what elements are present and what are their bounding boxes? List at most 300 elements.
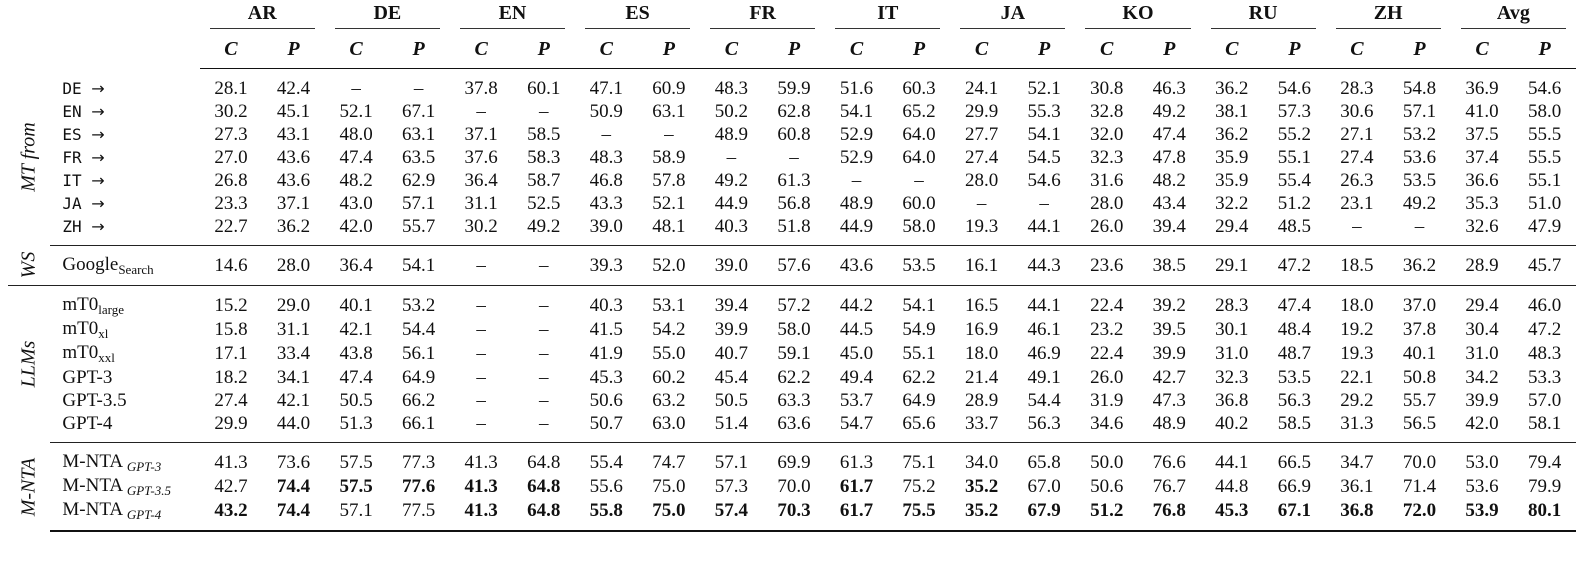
value-cell: 47.3 <box>1152 389 1186 411</box>
value-cell: 49.2 <box>1152 100 1186 122</box>
value-cell: 49.2 <box>1402 192 1437 214</box>
value-cell: 75.5 <box>888 499 951 531</box>
value-cell: 67.1 <box>1263 499 1326 531</box>
value-cell: 30.2 <box>214 100 248 122</box>
value-cell: 45.7 <box>1513 246 1576 286</box>
row-label <box>50 286 199 319</box>
value-cell: 29.2 <box>1340 389 1374 411</box>
value-cell: 42.1 <box>339 319 373 340</box>
value-cell: 48.3 <box>589 146 623 168</box>
value-cell: 37.5 <box>1465 123 1499 145</box>
value-cell: 27.4 <box>214 389 248 411</box>
metric-header-p: P <box>1263 30 1326 69</box>
value-cell: 39.0 <box>700 246 763 286</box>
value-cell: 76.6 <box>1152 452 1186 473</box>
row-label <box>50 246 199 286</box>
value-cell: 39.3 <box>575 246 638 286</box>
value-cell: 57.1 <box>325 499 388 531</box>
value-cell: 15.8 <box>214 319 248 340</box>
value-cell: 49.1 <box>1027 366 1061 388</box>
value-cell: 51.4 <box>700 412 763 443</box>
row-label-subscript: GPT-4 <box>126 507 162 522</box>
value-cell: 55.4 <box>1277 169 1311 191</box>
value-cell: 27.0 <box>214 146 248 168</box>
group-label-cell <box>8 246 50 286</box>
value-cell: 22.7 <box>200 215 263 246</box>
value-cell: 55.1 <box>1528 169 1562 191</box>
value-cell: 50.9 <box>589 100 623 122</box>
value-cell: 35.9 <box>1215 169 1249 191</box>
value-cell: 60.8 <box>777 123 811 145</box>
value-cell: 75.2 <box>902 476 936 497</box>
value-cell: 39.0 <box>575 215 638 246</box>
value-cell: 58.0 <box>1528 100 1562 122</box>
table-row <box>8 475 1576 499</box>
value-cell: 60.2 <box>652 366 686 388</box>
value-cell: 56.3 <box>1277 389 1311 411</box>
table-row <box>8 192 1576 215</box>
value-cell: 40.7 <box>714 343 748 364</box>
value-cell: 67.1 <box>402 100 436 122</box>
value-cell: 34.1 <box>276 366 311 388</box>
value-cell: 75.0 <box>638 499 701 531</box>
value-cell: 28.0 <box>262 246 325 286</box>
row-label <box>50 215 199 246</box>
value-cell: 79.9 <box>1528 476 1562 497</box>
value-cell: 63.6 <box>763 412 826 443</box>
row-label-text: M-NTA <box>62 499 123 520</box>
value-cell: 51.2 <box>1277 192 1311 214</box>
value-cell: – <box>476 343 486 364</box>
value-cell: 57.8 <box>652 169 686 191</box>
value-cell: – <box>476 389 486 411</box>
value-cell: 66.2 <box>402 389 436 411</box>
value-cell: 75.0 <box>652 476 686 497</box>
value-cell: 47.4 <box>1152 123 1186 145</box>
value-cell: 36.2 <box>1215 123 1249 145</box>
value-cell: 54.9 <box>902 319 936 340</box>
value-cell: 47.4 <box>339 366 373 388</box>
value-cell: 19.2 <box>1340 319 1374 340</box>
value-cell: 36.6 <box>1465 169 1499 191</box>
metric-header-p: P <box>262 30 325 69</box>
value-cell: 63.1 <box>402 123 436 145</box>
value-cell: 69.9 <box>777 452 811 473</box>
value-cell: 57.1 <box>714 452 748 473</box>
column-header-label: Avg <box>1461 2 1566 29</box>
value-cell: 21.4 <box>964 366 999 388</box>
value-cell: 66.9 <box>1277 476 1311 497</box>
value-cell: 26.0 <box>1075 215 1138 246</box>
value-cell: 18.2 <box>214 366 248 388</box>
value-cell: 54.5 <box>1027 146 1061 168</box>
value-cell: 42.0 <box>325 215 388 246</box>
value-cell: 34.0 <box>964 452 999 473</box>
value-cell: 44.9 <box>714 192 748 214</box>
value-cell: 61.7 <box>839 476 874 497</box>
table-body <box>8 69 1576 532</box>
value-cell: 49.2 <box>512 215 575 246</box>
header-corner-metric <box>8 30 200 69</box>
table-row <box>8 100 1576 123</box>
column-header-ja <box>950 0 1075 30</box>
value-cell: 77.5 <box>387 499 450 531</box>
metric-header-c: C <box>1326 30 1389 69</box>
value-cell: 50.7 <box>575 412 638 443</box>
value-cell: 48.9 <box>714 123 748 145</box>
value-cell: 64.0 <box>902 123 936 145</box>
value-cell: 56.1 <box>402 343 436 364</box>
value-cell: 39.9 <box>1465 389 1499 411</box>
value-cell: 39.4 <box>1138 215 1201 246</box>
value-cell: 54.8 <box>1402 77 1437 99</box>
metric-header-c: C <box>200 30 263 69</box>
value-cell: 44.5 <box>839 319 874 340</box>
metric-header-p: P <box>512 30 575 69</box>
value-cell: 39.2 <box>1152 295 1186 316</box>
metric-header-p: P <box>1513 30 1576 69</box>
value-cell: 70.0 <box>1402 452 1437 473</box>
value-cell: 64.8 <box>527 452 561 473</box>
value-cell: 65.8 <box>1027 452 1061 473</box>
table-row <box>8 286 1576 319</box>
value-cell: 32.3 <box>1215 366 1249 388</box>
row-label <box>50 499 199 531</box>
header-corner <box>8 0 200 30</box>
column-header-label: JA <box>960 2 1065 29</box>
value-cell: 50.5 <box>339 389 373 411</box>
value-cell: 79.4 <box>1528 452 1562 473</box>
value-cell: 57.5 <box>339 452 373 473</box>
column-header-fr <box>700 0 825 30</box>
value-cell: 32.8 <box>1090 100 1124 122</box>
value-cell: 65.2 <box>902 100 936 122</box>
value-cell: 64.9 <box>902 389 936 411</box>
value-cell: 48.1 <box>638 215 701 246</box>
value-cell: 31.1 <box>464 192 498 214</box>
value-cell: 28.0 <box>964 169 999 191</box>
value-cell: 61.3 <box>777 169 811 191</box>
group-label-cell <box>8 443 50 532</box>
arrow-icon: → <box>91 217 105 236</box>
value-cell: – <box>538 319 549 340</box>
value-cell: 47.1 <box>589 77 623 99</box>
value-cell: 29.1 <box>1201 246 1264 286</box>
table-row <box>8 69 1576 101</box>
value-cell: 51.6 <box>839 77 874 99</box>
value-cell: 44.0 <box>262 412 325 443</box>
value-cell: 45.4 <box>714 366 748 388</box>
value-cell: 34.2 <box>1465 366 1499 388</box>
value-cell: 27.1 <box>1340 123 1374 145</box>
value-cell: 55.4 <box>589 452 623 473</box>
value-cell: 22.4 <box>1090 295 1124 316</box>
value-cell: 57.2 <box>777 295 811 316</box>
value-cell: 39.9 <box>714 319 748 340</box>
value-cell: 48.0 <box>339 123 373 145</box>
value-cell: 28.0 <box>1090 192 1124 214</box>
value-cell: 29.9 <box>200 412 263 443</box>
value-cell: 47.8 <box>1152 146 1186 168</box>
row-label-subscript: large <box>98 302 125 317</box>
value-cell: 52.9 <box>839 146 874 168</box>
value-cell: 23.1 <box>1340 192 1374 214</box>
value-cell: – <box>512 246 575 286</box>
row-label <box>50 169 199 192</box>
value-cell: 57.3 <box>714 476 748 497</box>
value-cell: 58.1 <box>1513 412 1576 443</box>
value-cell: 30.1 <box>1215 319 1249 340</box>
value-cell: 57.1 <box>1402 100 1437 122</box>
value-cell: 57.4 <box>700 499 763 531</box>
value-cell: 60.9 <box>652 77 686 99</box>
value-cell: 63.3 <box>777 389 811 411</box>
arrow-icon: → <box>91 102 105 121</box>
value-cell: 71.4 <box>1402 476 1437 497</box>
table-row <box>8 146 1576 169</box>
value-cell: 27.4 <box>1340 146 1374 168</box>
value-cell: 31.0 <box>1465 343 1499 364</box>
value-cell: 26.0 <box>1090 366 1124 388</box>
value-cell: 29.9 <box>964 100 999 122</box>
value-cell: – <box>726 146 737 168</box>
table-row <box>8 499 1576 531</box>
value-cell: – <box>476 295 486 316</box>
value-cell: 42.1 <box>276 389 311 411</box>
value-cell: 24.1 <box>964 77 999 99</box>
value-cell: 60.3 <box>902 77 936 99</box>
value-cell: 38.5 <box>1138 246 1201 286</box>
value-cell: 54.1 <box>1027 123 1061 145</box>
value-cell: 37.1 <box>276 192 311 214</box>
header-row-languages <box>8 0 1576 30</box>
row-label <box>50 192 199 215</box>
value-cell: – <box>664 123 674 145</box>
value-cell: 45.3 <box>1201 499 1264 531</box>
row-label-subscript: GPT-3 <box>126 459 162 474</box>
value-cell: 58.9 <box>652 146 686 168</box>
value-cell: 74.4 <box>262 499 325 531</box>
value-cell: 54.2 <box>652 319 686 340</box>
group-label-cell <box>8 69 50 246</box>
value-cell: 54.4 <box>1027 389 1061 411</box>
value-cell: 55.7 <box>387 215 450 246</box>
value-cell: 55.5 <box>1528 146 1562 168</box>
value-cell: – <box>476 100 486 122</box>
value-cell: 30.8 <box>1090 77 1124 99</box>
value-cell: 38.1 <box>1215 100 1249 122</box>
row-label-text: ZH <box>62 217 82 236</box>
row-label-text: JA <box>62 194 82 213</box>
value-cell: 43.6 <box>276 146 311 168</box>
value-cell: 45.1 <box>276 100 311 122</box>
value-cell: 47.9 <box>1513 215 1576 246</box>
value-cell: 37.0 <box>1402 295 1437 316</box>
value-cell: 43.2 <box>200 499 263 531</box>
column-header-label: ES <box>585 2 690 29</box>
row-label <box>50 123 199 146</box>
value-cell: 56.3 <box>1013 412 1076 443</box>
column-header-label: AR <box>210 2 315 29</box>
value-cell: 61.7 <box>825 499 888 531</box>
value-cell: 44.8 <box>1215 476 1249 497</box>
value-cell: 47.4 <box>1277 295 1311 316</box>
value-cell: 19.3 <box>1340 343 1374 364</box>
row-label-text: GPT-3 <box>62 366 113 388</box>
value-cell: 48.7 <box>1277 343 1311 364</box>
value-cell: 31.9 <box>1090 389 1124 411</box>
value-cell: 32.3 <box>1090 146 1124 168</box>
value-cell: 36.8 <box>1326 499 1389 531</box>
value-cell: 74.7 <box>652 452 686 473</box>
value-cell: 53.5 <box>1277 366 1311 388</box>
value-cell: 33.7 <box>950 412 1013 443</box>
value-cell: 55.5 <box>1528 123 1562 145</box>
value-cell: 48.4 <box>1277 319 1311 340</box>
value-cell: – <box>538 343 549 364</box>
value-cell: 28.9 <box>964 389 999 411</box>
value-cell: 54.1 <box>839 100 874 122</box>
value-cell: 53.5 <box>1402 169 1437 191</box>
value-cell: 36.2 <box>1388 246 1451 286</box>
value-cell: 28.3 <box>1215 295 1249 316</box>
group-label: LLMs <box>17 340 40 388</box>
metric-header-p: P <box>1013 30 1076 69</box>
value-cell: 65.6 <box>888 412 951 443</box>
value-cell: 44.9 <box>825 215 888 246</box>
value-cell: 23.6 <box>1075 246 1138 286</box>
value-cell: 36.4 <box>464 169 498 191</box>
value-cell: 49.4 <box>839 366 874 388</box>
value-cell: 57.5 <box>339 476 373 497</box>
value-cell: 15.2 <box>214 295 248 316</box>
value-cell: 47.2 <box>1528 319 1562 340</box>
row-label <box>50 412 199 443</box>
value-cell: 47.2 <box>1263 246 1326 286</box>
value-cell: 62.9 <box>402 169 436 191</box>
value-cell: 44.1 <box>1013 215 1076 246</box>
arrow-icon: → <box>91 125 105 144</box>
value-cell: 33.4 <box>276 343 311 364</box>
value-cell: 27.3 <box>214 123 248 145</box>
value-cell: 41.5 <box>589 319 623 340</box>
value-cell: 44.2 <box>839 295 874 316</box>
value-cell: 57.1 <box>402 192 436 214</box>
metric-header-c: C <box>1451 30 1514 69</box>
value-cell: 46.0 <box>1528 295 1562 316</box>
value-cell: 80.1 <box>1513 499 1576 531</box>
value-cell: 41.0 <box>1465 100 1499 122</box>
column-header-ko <box>1075 0 1200 30</box>
value-cell: 37.8 <box>464 77 498 99</box>
value-cell: 54.6 <box>1528 77 1562 99</box>
value-cell: 54.1 <box>387 246 450 286</box>
value-cell: 48.3 <box>714 77 748 99</box>
value-cell: 54.4 <box>402 319 436 340</box>
value-cell: 64.9 <box>402 366 436 388</box>
value-cell: 64.0 <box>902 146 936 168</box>
value-cell: 50.6 <box>589 389 623 411</box>
value-cell: – <box>351 77 361 99</box>
value-cell: 42.7 <box>214 476 248 497</box>
value-cell: 49.2 <box>714 169 748 191</box>
value-cell: 54.6 <box>1277 77 1311 99</box>
value-cell: 53.2 <box>402 295 436 316</box>
value-cell: – <box>601 123 612 145</box>
value-cell: 28.3 <box>1340 77 1374 99</box>
row-label-text: M-NTA <box>62 475 123 496</box>
value-cell: 37.8 <box>1402 319 1437 340</box>
value-cell: 39.5 <box>1152 319 1186 340</box>
value-cell: 16.5 <box>964 295 999 316</box>
table-row <box>8 366 1576 389</box>
metric-header-p: P <box>638 30 701 69</box>
value-cell: 51.8 <box>763 215 826 246</box>
column-header-label: ZH <box>1336 2 1441 29</box>
value-cell: 40.1 <box>1402 343 1437 364</box>
value-cell: 43.3 <box>589 192 623 214</box>
value-cell: 61.3 <box>839 452 874 473</box>
value-cell: 58.3 <box>527 146 561 168</box>
value-cell: 52.0 <box>638 246 701 286</box>
value-cell: 58.7 <box>527 169 561 191</box>
value-cell: 55.1 <box>1277 146 1311 168</box>
value-cell: 36.2 <box>1215 77 1249 99</box>
arrow-icon: → <box>91 148 105 167</box>
arrow-icon: → <box>91 171 105 190</box>
column-header-zh <box>1326 0 1451 30</box>
value-cell: 41.3 <box>464 476 498 497</box>
value-cell: 52.1 <box>339 100 373 122</box>
value-cell: 72.0 <box>1388 499 1451 531</box>
row-label-text: Google <box>62 254 119 275</box>
value-cell: 57.6 <box>763 246 826 286</box>
value-cell: – <box>1039 192 1049 214</box>
value-cell: 36.4 <box>325 246 388 286</box>
row-label-text: mT0 <box>62 342 99 363</box>
table-row <box>8 169 1576 192</box>
value-cell: – <box>450 246 513 286</box>
value-cell: 52.1 <box>1027 77 1061 99</box>
row-label-subscript: xxl <box>98 350 115 365</box>
value-cell: 30.2 <box>450 215 513 246</box>
value-cell: 57.3 <box>1277 100 1311 122</box>
value-cell: 26.8 <box>214 169 248 191</box>
value-cell: 45.0 <box>839 343 874 364</box>
value-cell: 14.6 <box>200 246 263 286</box>
row-label <box>50 342 199 366</box>
value-cell: 42.0 <box>1451 412 1514 443</box>
value-cell: – <box>450 412 513 443</box>
value-cell: 48.3 <box>1528 343 1562 364</box>
value-cell: 60.0 <box>902 192 936 214</box>
column-header-ru <box>1201 0 1326 30</box>
value-cell: 66.1 <box>387 412 450 443</box>
value-cell: 31.0 <box>1215 343 1249 364</box>
value-cell: 29.4 <box>1465 295 1499 316</box>
row-label-subscript: GPT-3.5 <box>126 483 172 498</box>
row-label-subscript: xl <box>98 326 109 341</box>
value-cell: 28.1 <box>214 77 248 99</box>
row-label-subscript: Search <box>118 262 154 277</box>
table-row <box>8 318 1576 342</box>
value-cell: 35.2 <box>950 499 1013 531</box>
value-cell: 55.7 <box>1402 389 1437 411</box>
row-label <box>50 475 199 499</box>
value-cell: 67.0 <box>1027 476 1061 497</box>
value-cell: 63.2 <box>652 389 686 411</box>
metric-header-c: C <box>1201 30 1264 69</box>
